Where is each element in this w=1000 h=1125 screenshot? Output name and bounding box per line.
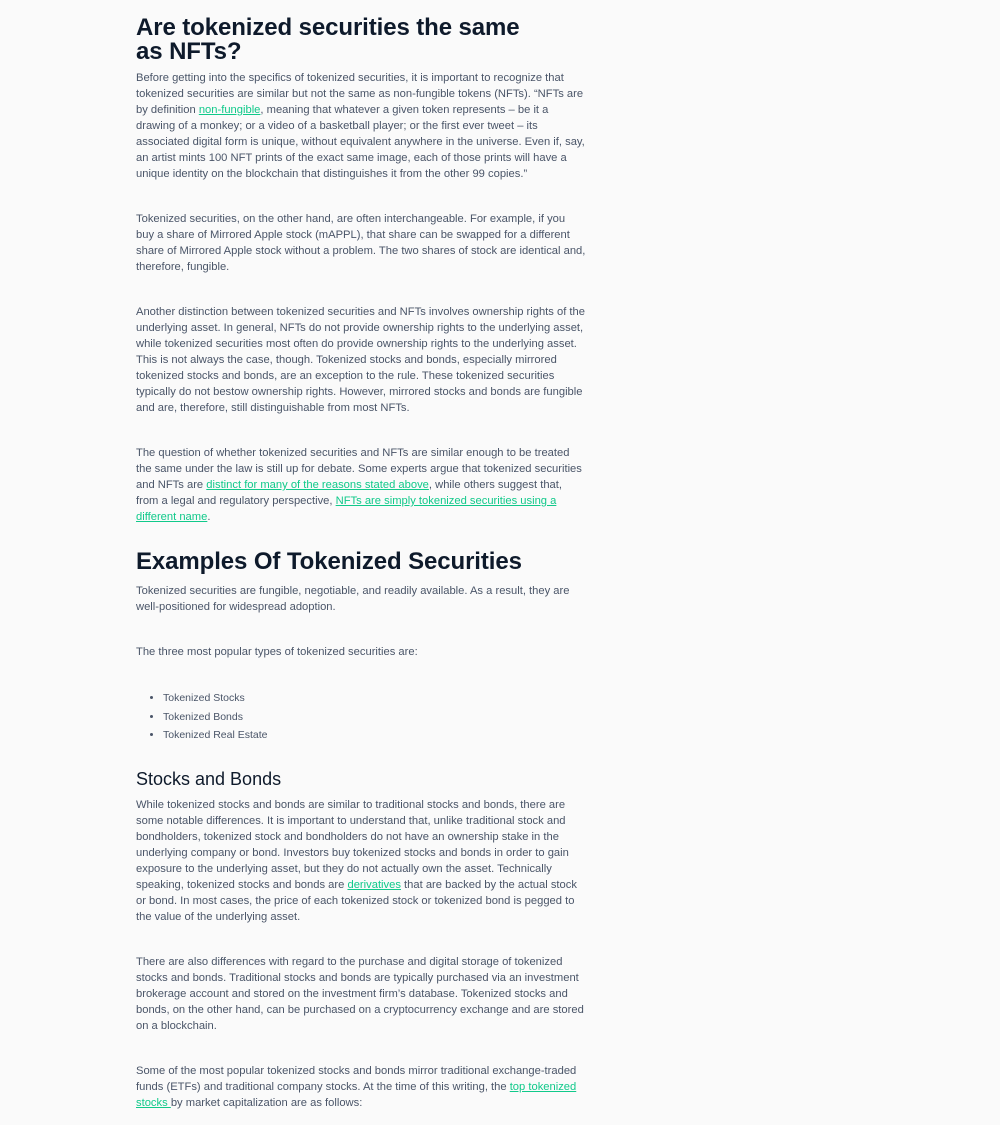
list-item: • Tokenized Bonds	[163, 708, 586, 727]
link-derivatives[interactable]: derivatives	[347, 878, 401, 891]
list-item: • Tokenized Stocks	[163, 689, 586, 708]
list-security-types	[136, 689, 586, 745]
text-segment: by market capitalization are as follows:	[170, 1096, 363, 1109]
paragraph-nfts-definition	[136, 70, 586, 182]
paragraph-ownership-rights: Another distinction between tokenized securities and NFTs involves ownership rights of the underlying asset. In general, NFTs do not provide ownership rights to the underlying asset, while tokenized securities most often do provide ownership rights to the underlying asset. This is not always the case, though. Tokenized stocks and bonds, especially mirrored tokenized stocks and bonds, are an exception to the rule. These tokenized securities typically do not bestow ownership rights. However, mirrored stocks and bonds are fungible and are, therefore, still distinguishable from most NFTs.	[136, 306, 585, 414]
paragraph-popular-stocks	[136, 1063, 586, 1111]
article-body	[136, 0, 586, 1111]
text-segment: , meaning that whatever a given token represents – be it a drawing of a monkey; or a video of a basketball player; or the first ever tweet – its associated digital form is unique, without equivalent anywhere in the universe. Even if, say, an artist mints 100 NFT prints of the exact same image, each of those prints will have a unique identity on the blockchain that distinguishes it from the other 99 copies.”	[136, 104, 585, 180]
link-distinct-reasons[interactable]: distinct for many of the reasons stated above	[206, 479, 429, 491]
heading-stocks-bonds: Stocks and Bonds	[136, 768, 282, 789]
text-segment: .	[207, 511, 211, 523]
paragraph-interchangeable: Tokenized securities, on the other hand, are often interchangeable. For example, if you buy a share of Mirrored Apple stock (mAPPL), that share can be swapped for a different share of Mirrored Apple stock without a problem. The two shares of stock are identical and, therefore, fungible.	[136, 213, 586, 273]
text-segment: The question of whether tokenized securities and NFTs are similar enough to be treated the same under the law is still up for debate. Some experts argue that tokenized securities and NFTs are	[136, 447, 582, 491]
paragraph-examples-intro: Tokenized securities are fungible, negotiable, and readily available. As a result, they are well-positioned for widespread adoption.	[136, 585, 570, 613]
paragraph-popular-types: The three most popular types of tokenized securities are:	[136, 646, 418, 658]
text-segment: While tokenized stocks and bonds are similar to traditional stocks and bonds, there are some notable differences. It is important to understand that, unlike traditional stock and bondholders, tokenized stock and bondholders do not have an ownership stake in the underlying company or bond. Investors buy tokenized stocks and bonds in order to gain exposure to the underlying asset, but they do not actually own the asset. Technically speaking, tokenized stocks and bonds are	[136, 798, 569, 891]
text-segment: Some of the most popular tokenized stocks and bonds mirror traditional exchange-traded funds (ETFs) and traditional company stocks. At the time of this writing, the	[136, 1064, 577, 1093]
paragraph-legal-debate	[136, 445, 586, 525]
text-segment: that are backed by the actual stock or bond. In most cases, the price of each tokenized stock or tokenized bond is pegged to the value of the underlying asset.	[136, 878, 577, 923]
text-segment: , while others suggest that, from a legal and regulatory perspective,	[136, 479, 562, 507]
text-segment: Before getting into the specifics of tokenized securities, it is important to recognize that tokenized securities are similar but not the same as non-fungible tokens (NFTs). “NFTs are by definition	[136, 72, 584, 116]
link-nfts-tokenized-securities[interactable]: NFTs are simply tokenized securities using a different name	[136, 495, 557, 523]
paragraph-stocks-differences	[136, 797, 586, 925]
link-top-tokenized-stocks[interactable]: top tokenized stocks	[136, 1080, 577, 1109]
paragraph-purchase-storage: There are also differences with regard to the purchase and digital storage of tokenized stocks and bonds. Traditional stocks and bonds are typically purchased via an investment brokerage account and stored on the investment firm’s database. Tokenized stocks and bonds, on the other hand, can be purchased on a cryptocurrency exchange and are stored on a blockchain.	[136, 955, 584, 1032]
link-non-fungible[interactable]: non-fungible	[198, 104, 261, 116]
heading-examples: Examples Of Tokenized Securities	[136, 548, 522, 575]
heading-nfts: Are tokenized securities the same as NFTs?	[136, 14, 520, 65]
list-item: • Tokenized Real Estate	[163, 726, 586, 745]
